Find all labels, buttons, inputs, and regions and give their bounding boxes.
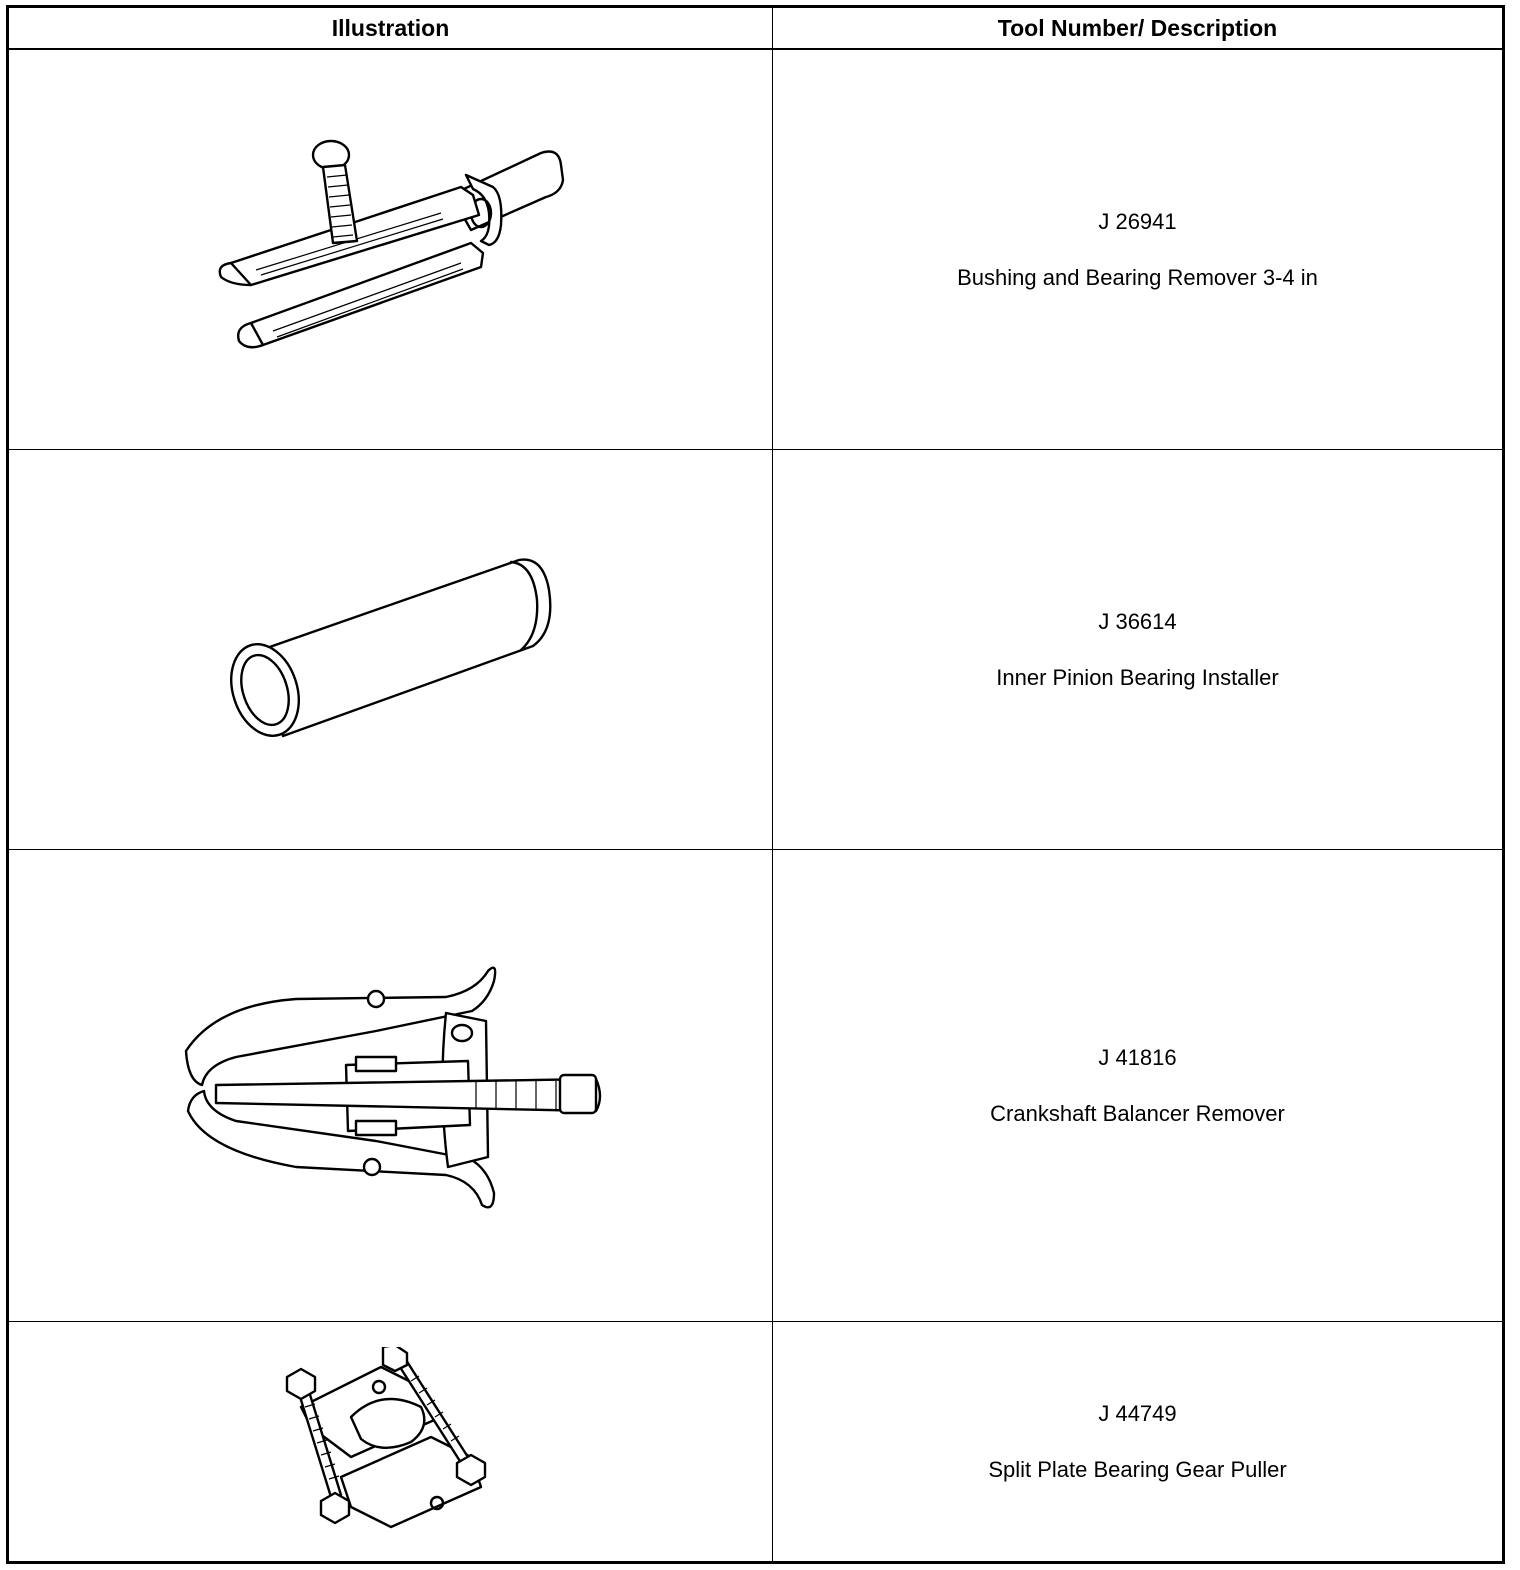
illustration-cell: [9, 450, 773, 850]
pinion-bearing-installer-icon: [221, 550, 561, 750]
illustration-cell: [9, 1322, 773, 1561]
description-cell: [773, 50, 1502, 450]
tool-description: Inner Pinion Bearing Installer: [996, 664, 1279, 690]
crankshaft-balancer-remover-icon: [176, 961, 606, 1211]
tool-number: J 44749: [1098, 1400, 1177, 1426]
split-plate-puller-icon: [271, 1347, 511, 1537]
illustration-cell: [9, 850, 773, 1322]
description-cell: [773, 850, 1502, 1322]
description-cell: [773, 1322, 1502, 1561]
tool-description: Crankshaft Balancer Remover: [990, 1100, 1285, 1126]
tool-description: Bushing and Bearing Remover 3-4 in: [957, 264, 1318, 290]
header-tool-description: Tool Number/ Description: [773, 8, 1502, 50]
header-illustration: Illustration: [9, 8, 773, 50]
tool-number: J 26941: [1098, 208, 1177, 234]
tool-number: J 41816: [1098, 1044, 1177, 1070]
tool-number: J 36614: [1098, 608, 1177, 634]
tool-description: Split Plate Bearing Gear Puller: [988, 1456, 1287, 1482]
description-cell: [773, 450, 1502, 850]
illustration-cell: [9, 50, 773, 450]
bushing-bearing-remover-icon: [211, 135, 571, 365]
special-tools-table: [6, 5, 1505, 1564]
